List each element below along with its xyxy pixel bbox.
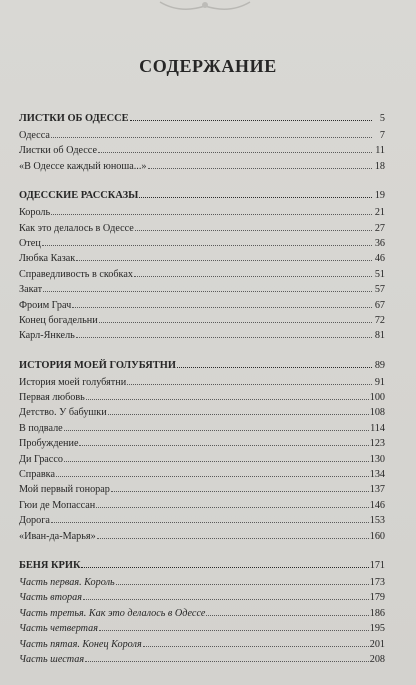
dot-leader xyxy=(127,384,372,385)
toc-entry xyxy=(19,606,385,621)
toc-entry-title: Любка Казак xyxy=(19,253,76,265)
dot-leader xyxy=(86,399,369,400)
toc-entry-title: Часть третья. Как это делалось в Одессе xyxy=(19,607,206,619)
toc-entry-title: Конец богадельни xyxy=(19,314,98,326)
dot-leader xyxy=(99,630,369,631)
toc-entry-page-number: 81 xyxy=(374,330,385,342)
toc-entry-title: Часть вторая xyxy=(19,592,82,604)
section-heading-title: ИСТОРИЯ МОЕЙ ГОЛУБЯТНИ xyxy=(19,359,176,371)
dot-leader xyxy=(177,367,372,368)
toc-entry-title: Фроим Грач xyxy=(19,299,72,311)
toc-entry-title: История моей голубятни xyxy=(19,376,127,388)
dot-leader xyxy=(83,599,369,600)
toc-entry-page-number: 57 xyxy=(374,284,385,296)
toc-entry xyxy=(19,513,385,528)
dot-leader xyxy=(134,276,372,277)
section-heading xyxy=(19,110,385,128)
toc-section xyxy=(19,187,385,344)
section-heading-page-number: 5 xyxy=(379,113,385,124)
toc-entry-title: «Иван-да-Марья» xyxy=(19,530,96,542)
toc-entry-page-number: 46 xyxy=(374,253,385,265)
dot-leader xyxy=(51,137,372,138)
toc-entry xyxy=(19,498,385,513)
toc-entry xyxy=(19,267,385,282)
dot-leader xyxy=(51,522,369,523)
toc-entry-page-number: 153 xyxy=(369,515,385,527)
dot-leader xyxy=(111,491,369,492)
toc-entry-page-number: 137 xyxy=(369,484,385,496)
dot-leader xyxy=(99,322,372,323)
toc-entry-page-number: 195 xyxy=(369,623,385,635)
dot-leader xyxy=(76,337,372,338)
toc-entry-title: Справедливость в скобках xyxy=(19,268,133,280)
page-title: СОДЕРЖАНИЕ xyxy=(139,56,277,76)
toc-entry-title: Первая любовь xyxy=(19,392,85,404)
section-heading xyxy=(19,357,385,375)
dot-leader xyxy=(108,414,369,415)
toc-entry-page-number: 21 xyxy=(374,207,385,219)
toc-entry-title: Пробуждение xyxy=(19,438,79,450)
dot-leader xyxy=(72,307,372,308)
toc-section xyxy=(19,357,385,544)
toc-entry xyxy=(19,159,385,174)
toc-entry-title: Карл-Янкель xyxy=(19,330,75,342)
toc-entry xyxy=(19,652,385,667)
toc-entry-title: Часть первая. Король xyxy=(19,576,115,588)
toc-entry xyxy=(19,143,385,158)
toc-entry xyxy=(19,405,385,420)
toc-entry-title: В подвале xyxy=(19,422,63,434)
toc-entry xyxy=(19,205,385,220)
toc-entry-page-number: 179 xyxy=(369,592,385,604)
section-heading xyxy=(19,187,385,205)
section-heading-title: БЕНЯ КРИК xyxy=(19,559,81,571)
section-heading-page-number: 171 xyxy=(369,559,385,571)
toc-section xyxy=(19,110,385,174)
toc-entry xyxy=(19,637,385,652)
toc-entry-title: Дорога xyxy=(19,515,50,527)
section-heading xyxy=(19,557,385,575)
toc-entry-title: Часть пятая. Конец Короля xyxy=(19,638,142,650)
dot-leader xyxy=(98,152,372,153)
toc-entry xyxy=(19,482,385,497)
toc-entry-page-number: 11 xyxy=(375,145,385,157)
toc-entry-page-number: 108 xyxy=(369,407,385,419)
toc-entry-title: Король xyxy=(19,207,51,219)
toc-entry-title: Закат xyxy=(19,284,43,296)
toc-entry xyxy=(19,390,385,405)
toc-entry xyxy=(19,421,385,436)
toc-entry-title: Ди Грассо xyxy=(19,453,63,465)
toc-entry-page-number: 67 xyxy=(374,299,385,311)
toc-section xyxy=(19,557,385,667)
dot-leader xyxy=(143,646,369,647)
toc-entry xyxy=(19,251,385,266)
toc-entry-title: Справка xyxy=(19,469,55,481)
dot-leader xyxy=(135,230,372,231)
dot-leader xyxy=(51,214,372,215)
toc-entry-page-number: 123 xyxy=(369,438,385,450)
section-heading-title: ЛИСТКИ ОБ ОДЕССЕ xyxy=(19,113,129,124)
dot-leader xyxy=(97,538,369,539)
dot-leader xyxy=(42,245,372,246)
toc-entry xyxy=(19,590,385,605)
toc-entry-page-number: 201 xyxy=(369,638,385,650)
toc-entry xyxy=(19,375,385,390)
table-of-contents xyxy=(19,110,385,667)
toc-entry xyxy=(19,328,385,343)
toc-entry xyxy=(19,221,385,236)
toc-entry-title: Как это делалось в Одессе xyxy=(19,222,134,234)
toc-entry-title: Мой первый гонорар xyxy=(19,484,110,496)
toc-entry-page-number: 100 xyxy=(369,392,385,404)
dot-leader xyxy=(116,584,369,585)
toc-entry-title: Часть шестая xyxy=(19,653,85,665)
dot-leader xyxy=(148,168,373,169)
toc-entry-title: «В Одессе каждый юноша...» xyxy=(19,160,147,172)
toc-entry-title: Часть четвертая xyxy=(19,623,98,635)
dot-leader xyxy=(85,661,369,662)
dot-leader xyxy=(64,461,369,462)
dot-leader xyxy=(79,445,368,446)
dot-leader xyxy=(206,615,368,616)
toc-entry xyxy=(19,313,385,328)
dot-leader xyxy=(130,120,372,121)
dot-leader xyxy=(64,430,369,431)
toc-entry xyxy=(19,529,385,544)
toc-entry xyxy=(19,452,385,467)
ornament-icon xyxy=(150,0,260,16)
dot-leader xyxy=(56,476,369,477)
toc-entry xyxy=(19,236,385,251)
toc-entry xyxy=(19,467,385,482)
toc-entry-title: Отец xyxy=(19,237,41,249)
toc-entry-title: Гюи де Мопассан xyxy=(19,499,96,511)
section-heading-page-number: 89 xyxy=(374,359,385,371)
toc-entry-page-number: 51 xyxy=(374,268,385,280)
dot-leader xyxy=(96,507,368,508)
toc-entry-page-number: 114 xyxy=(370,422,385,434)
toc-entry-page-number: 72 xyxy=(374,314,385,326)
toc-entry xyxy=(19,621,385,636)
toc-entry-page-number: 27 xyxy=(374,222,385,234)
section-heading-title: ОДЕССКИЕ РАССКАЗЫ xyxy=(19,190,139,202)
toc-entry-page-number: 146 xyxy=(369,499,385,511)
toc-entry-page-number: 130 xyxy=(369,453,385,465)
toc-entry xyxy=(19,282,385,297)
toc-entry-page-number: 208 xyxy=(369,653,385,665)
toc-entry-page-number: 7 xyxy=(379,130,385,141)
toc-entry xyxy=(19,436,385,451)
toc-entry-page-number: 160 xyxy=(369,530,385,542)
toc-entry-page-number: 91 xyxy=(374,376,385,388)
toc-entry-page-number: 186 xyxy=(369,607,385,619)
toc-entry xyxy=(19,298,385,313)
toc-entry-title: Листки об Одессе xyxy=(19,145,97,157)
section-heading-page-number: 19 xyxy=(374,190,385,202)
dot-leader xyxy=(43,291,372,292)
dot-leader xyxy=(81,567,368,568)
toc-entry xyxy=(19,575,385,590)
toc-entry-title: Детство. У бабушки xyxy=(19,407,107,419)
toc-entry-page-number: 18 xyxy=(374,160,385,172)
dot-leader xyxy=(139,197,372,198)
toc-entry-page-number: 173 xyxy=(369,576,385,588)
toc-entry-page-number: 36 xyxy=(374,237,385,249)
toc-entry-page-number: 134 xyxy=(369,469,385,481)
toc-entry xyxy=(19,128,385,143)
toc-entry-title: Одесса xyxy=(19,130,50,141)
dot-leader xyxy=(76,260,372,261)
